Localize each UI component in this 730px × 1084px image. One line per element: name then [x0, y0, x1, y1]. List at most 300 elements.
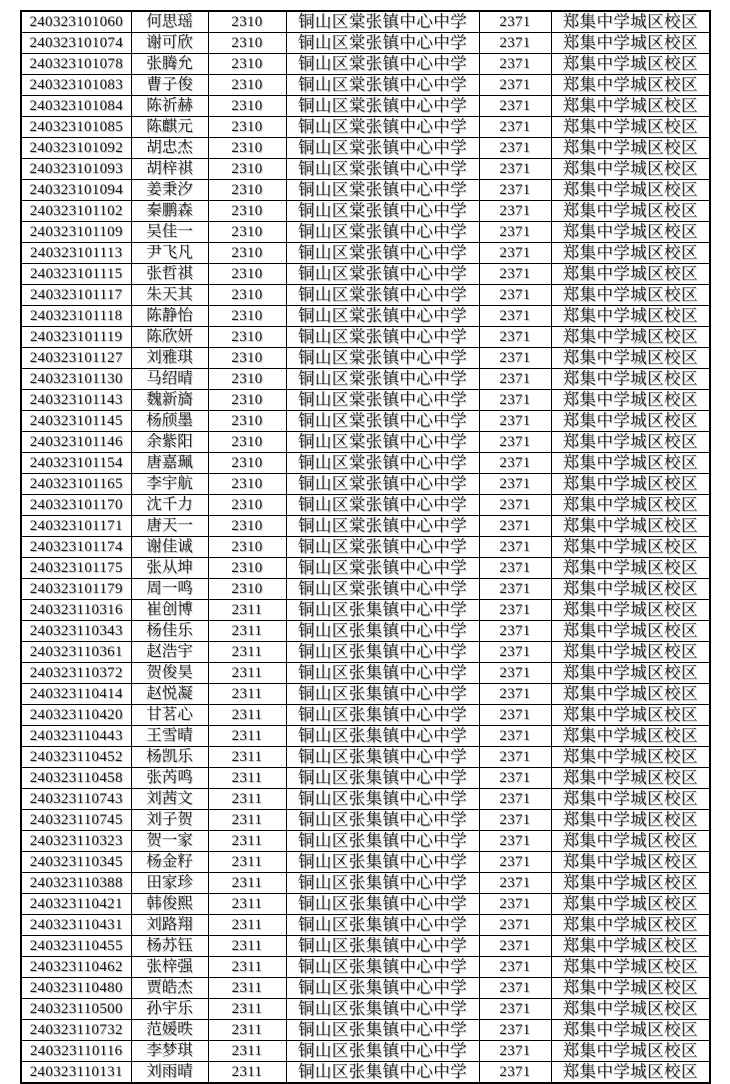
campus-cell: 郑集中学城区校区 — [551, 915, 710, 936]
exam-id-cell: 240323110431 — [21, 915, 131, 936]
student-name-cell: 刘路翔 — [131, 915, 208, 936]
table-row — [21, 768, 710, 789]
table-row — [21, 1020, 710, 1041]
campus-cell: 郑集中学城区校区 — [551, 810, 710, 831]
exam-id-cell: 240323101083 — [21, 75, 131, 96]
school-name-cell: 铜山区张集镇中心中学 — [286, 663, 479, 684]
school-code-cell: 2311 — [208, 789, 286, 810]
school-code-cell: 2310 — [208, 432, 286, 453]
student-name-cell: 陈静怡 — [131, 306, 208, 327]
school-name-cell: 铜山区张集镇中心中学 — [286, 810, 479, 831]
table-row — [21, 11, 710, 33]
table-row — [21, 831, 710, 852]
school-code-cell: 2311 — [208, 873, 286, 894]
assign-code-cell: 2371 — [479, 537, 551, 558]
exam-id-cell: 240323110345 — [21, 852, 131, 873]
school-code-cell: 2310 — [208, 285, 286, 306]
assign-code-cell: 2371 — [479, 33, 551, 54]
table-row — [21, 306, 710, 327]
student-name-cell: 张腾允 — [131, 54, 208, 75]
campus-cell: 郑集中学城区校区 — [551, 957, 710, 978]
student-name-cell: 胡忠杰 — [131, 138, 208, 159]
table-row — [21, 579, 710, 600]
assign-code-cell: 2371 — [479, 306, 551, 327]
school-name-cell: 铜山区棠张镇中心中学 — [286, 285, 479, 306]
campus-cell: 郑集中学城区校区 — [551, 579, 710, 600]
campus-cell: 郑集中学城区校区 — [551, 705, 710, 726]
campus-cell: 郑集中学城区校区 — [551, 894, 710, 915]
school-code-cell: 2310 — [208, 327, 286, 348]
school-code-cell: 2311 — [208, 852, 286, 873]
student-name-cell: 秦鹏森 — [131, 201, 208, 222]
assign-code-cell: 2371 — [479, 789, 551, 810]
exam-id-cell: 240323110455 — [21, 936, 131, 957]
school-name-cell: 铜山区张集镇中心中学 — [286, 768, 479, 789]
assign-code-cell: 2371 — [479, 222, 551, 243]
school-code-cell: 2311 — [208, 1020, 286, 1041]
assign-code-cell: 2371 — [479, 621, 551, 642]
assign-code-cell: 2371 — [479, 726, 551, 747]
table-row — [21, 264, 710, 285]
student-name-cell: 王雪晴 — [131, 726, 208, 747]
assign-code-cell: 2371 — [479, 831, 551, 852]
campus-cell: 郑集中学城区校区 — [551, 306, 710, 327]
school-code-cell: 2311 — [208, 1062, 286, 1084]
school-code-cell: 2310 — [208, 54, 286, 75]
exam-id-cell: 240323101165 — [21, 474, 131, 495]
student-name-cell: 谢佳诚 — [131, 537, 208, 558]
campus-cell: 郑集中学城区校区 — [551, 789, 710, 810]
table-row — [21, 957, 710, 978]
school-code-cell: 2310 — [208, 306, 286, 327]
school-code-cell: 2311 — [208, 936, 286, 957]
table-row — [21, 222, 710, 243]
school-code-cell: 2310 — [208, 348, 286, 369]
assign-code-cell: 2371 — [479, 96, 551, 117]
table-row — [21, 348, 710, 369]
exam-id-cell: 240323101154 — [21, 453, 131, 474]
campus-cell: 郑集中学城区校区 — [551, 285, 710, 306]
assign-code-cell: 2371 — [479, 1020, 551, 1041]
school-name-cell: 铜山区张集镇中心中学 — [286, 684, 479, 705]
table-row — [21, 537, 710, 558]
student-name-cell: 陈祈赫 — [131, 96, 208, 117]
school-name-cell: 铜山区张集镇中心中学 — [286, 852, 479, 873]
table-row — [21, 999, 710, 1020]
campus-cell: 郑集中学城区校区 — [551, 243, 710, 264]
assign-code-cell: 2371 — [479, 390, 551, 411]
table-row — [21, 642, 710, 663]
table-row — [21, 600, 710, 621]
exam-id-cell: 240323110361 — [21, 642, 131, 663]
assign-code-cell: 2371 — [479, 432, 551, 453]
campus-cell: 郑集中学城区校区 — [551, 33, 710, 54]
school-name-cell: 铜山区棠张镇中心中学 — [286, 264, 479, 285]
table-row — [21, 243, 710, 264]
exam-id-cell: 240323110388 — [21, 873, 131, 894]
assign-code-cell: 2371 — [479, 768, 551, 789]
student-name-cell: 杨金籽 — [131, 852, 208, 873]
campus-cell: 郑集中学城区校区 — [551, 432, 710, 453]
student-name-cell: 甘茗心 — [131, 705, 208, 726]
exam-id-cell: 240323101092 — [21, 138, 131, 159]
student-name-cell: 张从坤 — [131, 558, 208, 579]
assign-code-cell: 2371 — [479, 474, 551, 495]
student-name-cell: 姜秉汐 — [131, 180, 208, 201]
student-name-cell: 魏新旖 — [131, 390, 208, 411]
school-code-cell: 2310 — [208, 138, 286, 159]
student-name-cell: 余紫阳 — [131, 432, 208, 453]
exam-id-cell: 240323101119 — [21, 327, 131, 348]
school-code-cell: 2310 — [208, 243, 286, 264]
campus-cell: 郑集中学城区校区 — [551, 663, 710, 684]
school-name-cell: 铜山区张集镇中心中学 — [286, 789, 479, 810]
table-row — [21, 873, 710, 894]
assign-code-cell: 2371 — [479, 54, 551, 75]
table-row — [21, 201, 710, 222]
table-row — [21, 894, 710, 915]
campus-cell: 郑集中学城区校区 — [551, 390, 710, 411]
school-name-cell: 铜山区棠张镇中心中学 — [286, 54, 479, 75]
school-code-cell: 2310 — [208, 159, 286, 180]
school-name-cell: 铜山区张集镇中心中学 — [286, 747, 479, 768]
school-code-cell: 2310 — [208, 264, 286, 285]
student-name-cell: 范媛昳 — [131, 1020, 208, 1041]
school-name-cell: 铜山区张集镇中心中学 — [286, 1020, 479, 1041]
exam-id-cell: 240323101179 — [21, 579, 131, 600]
assign-code-cell: 2371 — [479, 180, 551, 201]
assign-code-cell: 2371 — [479, 558, 551, 579]
assign-code-cell: 2371 — [479, 159, 551, 180]
campus-cell: 郑集中学城区校区 — [551, 1020, 710, 1041]
campus-cell: 郑集中学城区校区 — [551, 726, 710, 747]
school-name-cell: 铜山区棠张镇中心中学 — [286, 96, 479, 117]
student-name-cell: 唐嘉珮 — [131, 453, 208, 474]
assign-code-cell: 2371 — [479, 1062, 551, 1084]
campus-cell: 郑集中学城区校区 — [551, 936, 710, 957]
exam-id-cell: 240323110421 — [21, 894, 131, 915]
school-name-cell: 铜山区棠张镇中心中学 — [286, 180, 479, 201]
assign-code-cell: 2371 — [479, 285, 551, 306]
assign-code-cell: 2371 — [479, 936, 551, 957]
student-name-cell: 唐天一 — [131, 516, 208, 537]
campus-cell: 郑集中学城区校区 — [551, 978, 710, 999]
school-code-cell: 2310 — [208, 33, 286, 54]
school-code-cell: 2311 — [208, 978, 286, 999]
exam-id-cell: 240323101102 — [21, 201, 131, 222]
campus-cell: 郑集中学城区校区 — [551, 642, 710, 663]
exam-id-cell: 240323101109 — [21, 222, 131, 243]
school-name-cell: 铜山区棠张镇中心中学 — [286, 117, 479, 138]
exam-id-cell: 240323101060 — [21, 11, 131, 33]
school-name-cell: 铜山区棠张镇中心中学 — [286, 390, 479, 411]
school-name-cell: 铜山区张集镇中心中学 — [286, 1062, 479, 1084]
table-row — [21, 180, 710, 201]
assign-code-cell: 2371 — [479, 642, 551, 663]
exam-id-cell: 240323101145 — [21, 411, 131, 432]
exam-id-cell: 240323101174 — [21, 537, 131, 558]
student-name-cell: 尹飞凡 — [131, 243, 208, 264]
school-code-cell: 2310 — [208, 495, 286, 516]
school-name-cell: 铜山区张集镇中心中学 — [286, 831, 479, 852]
assign-code-cell: 2371 — [479, 894, 551, 915]
table-row — [21, 453, 710, 474]
campus-cell: 郑集中学城区校区 — [551, 117, 710, 138]
exam-id-cell: 240323110116 — [21, 1041, 131, 1062]
campus-cell: 郑集中学城区校区 — [551, 684, 710, 705]
school-code-cell: 2310 — [208, 453, 286, 474]
exam-id-cell: 240323110462 — [21, 957, 131, 978]
assign-code-cell: 2371 — [479, 852, 551, 873]
exam-id-cell: 240323110372 — [21, 663, 131, 684]
student-name-cell: 杨凯乐 — [131, 747, 208, 768]
assign-code-cell: 2371 — [479, 579, 551, 600]
assign-code-cell: 2371 — [479, 957, 551, 978]
exam-id-cell: 240323110480 — [21, 978, 131, 999]
campus-cell: 郑集中学城区校区 — [551, 1041, 710, 1062]
school-name-cell: 铜山区棠张镇中心中学 — [286, 432, 479, 453]
school-name-cell: 铜山区棠张镇中心中学 — [286, 369, 479, 390]
table-row — [21, 96, 710, 117]
campus-cell: 郑集中学城区校区 — [551, 327, 710, 348]
assign-code-cell: 2371 — [479, 600, 551, 621]
student-name-cell: 沈千力 — [131, 495, 208, 516]
school-code-cell: 2311 — [208, 684, 286, 705]
assign-code-cell: 2371 — [479, 11, 551, 33]
school-name-cell: 铜山区张集镇中心中学 — [286, 978, 479, 999]
student-name-cell: 张梓强 — [131, 957, 208, 978]
school-name-cell: 铜山区棠张镇中心中学 — [286, 348, 479, 369]
school-code-cell: 2311 — [208, 642, 286, 663]
exam-id-cell: 240323110745 — [21, 810, 131, 831]
school-code-cell: 2311 — [208, 663, 286, 684]
campus-cell: 郑集中学城区校区 — [551, 453, 710, 474]
school-code-cell: 2310 — [208, 579, 286, 600]
student-name-cell: 何思瑶 — [131, 11, 208, 33]
campus-cell: 郑集中学城区校区 — [551, 348, 710, 369]
assign-code-cell: 2371 — [479, 705, 551, 726]
student-name-cell: 张哲祺 — [131, 264, 208, 285]
campus-cell: 郑集中学城区校区 — [551, 11, 710, 33]
assign-code-cell: 2371 — [479, 243, 551, 264]
student-name-cell: 刘雅琪 — [131, 348, 208, 369]
exam-id-cell: 240323110443 — [21, 726, 131, 747]
exam-id-cell: 240323110323 — [21, 831, 131, 852]
campus-cell: 郑集中学城区校区 — [551, 1062, 710, 1084]
school-name-cell: 铜山区棠张镇中心中学 — [286, 201, 479, 222]
school-code-cell: 2311 — [208, 915, 286, 936]
exam-id-cell: 240323101115 — [21, 264, 131, 285]
table-row — [21, 516, 710, 537]
school-code-cell: 2311 — [208, 621, 286, 642]
campus-cell: 郑集中学城区校区 — [551, 474, 710, 495]
exam-id-cell: 240323101146 — [21, 432, 131, 453]
student-name-cell: 杨颀墨 — [131, 411, 208, 432]
table-row — [21, 285, 710, 306]
school-code-cell: 2311 — [208, 831, 286, 852]
campus-cell: 郑集中学城区校区 — [551, 180, 710, 201]
school-name-cell: 铜山区张集镇中心中学 — [286, 600, 479, 621]
exam-id-cell: 240323101078 — [21, 54, 131, 75]
school-name-cell: 铜山区棠张镇中心中学 — [286, 33, 479, 54]
campus-cell: 郑集中学城区校区 — [551, 201, 710, 222]
table-row — [21, 474, 710, 495]
exam-id-cell: 240323101118 — [21, 306, 131, 327]
table-row — [21, 432, 710, 453]
campus-cell: 郑集中学城区校区 — [551, 264, 710, 285]
campus-cell: 郑集中学城区校区 — [551, 768, 710, 789]
school-code-cell: 2310 — [208, 369, 286, 390]
table-row — [21, 789, 710, 810]
assign-code-cell: 2371 — [479, 873, 551, 894]
school-code-cell: 2311 — [208, 768, 286, 789]
table-row — [21, 327, 710, 348]
student-name-cell: 赵悦凝 — [131, 684, 208, 705]
campus-cell: 郑集中学城区校区 — [551, 747, 710, 768]
school-name-cell: 铜山区张集镇中心中学 — [286, 915, 479, 936]
school-code-cell: 2311 — [208, 999, 286, 1020]
table-row — [21, 390, 710, 411]
school-code-cell: 2311 — [208, 1041, 286, 1062]
exam-id-cell: 240323110343 — [21, 621, 131, 642]
school-code-cell: 2310 — [208, 474, 286, 495]
assign-code-cell: 2371 — [479, 75, 551, 96]
school-name-cell: 铜山区张集镇中心中学 — [286, 642, 479, 663]
exam-id-cell: 240323101130 — [21, 369, 131, 390]
school-code-cell: 2310 — [208, 537, 286, 558]
table-row — [21, 852, 710, 873]
school-code-cell: 2310 — [208, 558, 286, 579]
assign-code-cell: 2371 — [479, 117, 551, 138]
student-name-cell: 张芮鸣 — [131, 768, 208, 789]
student-name-cell: 刘子贺 — [131, 810, 208, 831]
student-name-cell: 贺一家 — [131, 831, 208, 852]
student-name-cell: 李宇航 — [131, 474, 208, 495]
school-name-cell: 铜山区棠张镇中心中学 — [286, 516, 479, 537]
exam-id-cell: 240323101127 — [21, 348, 131, 369]
student-name-cell: 谢可欣 — [131, 33, 208, 54]
campus-cell: 郑集中学城区校区 — [551, 537, 710, 558]
school-name-cell: 铜山区张集镇中心中学 — [286, 957, 479, 978]
exam-id-cell: 240323110500 — [21, 999, 131, 1020]
table-row — [21, 369, 710, 390]
table-row — [21, 936, 710, 957]
campus-cell: 郑集中学城区校区 — [551, 999, 710, 1020]
school-name-cell: 铜山区棠张镇中心中学 — [286, 75, 479, 96]
table-row — [21, 117, 710, 138]
assign-code-cell: 2371 — [479, 663, 551, 684]
table-row — [21, 726, 710, 747]
assign-code-cell: 2371 — [479, 264, 551, 285]
table-row — [21, 663, 710, 684]
exam-id-cell: 240323101074 — [21, 33, 131, 54]
exam-id-cell: 240323110131 — [21, 1062, 131, 1084]
table-row — [21, 411, 710, 432]
exam-id-cell: 240323110743 — [21, 789, 131, 810]
campus-cell: 郑集中学城区校区 — [551, 159, 710, 180]
campus-cell: 郑集中学城区校区 — [551, 852, 710, 873]
campus-cell: 郑集中学城区校区 — [551, 558, 710, 579]
exam-id-cell: 240323110732 — [21, 1020, 131, 1041]
campus-cell: 郑集中学城区校区 — [551, 222, 710, 243]
school-code-cell: 2311 — [208, 957, 286, 978]
assign-code-cell: 2371 — [479, 348, 551, 369]
school-name-cell: 铜山区张集镇中心中学 — [286, 873, 479, 894]
school-name-cell: 铜山区张集镇中心中学 — [286, 999, 479, 1020]
school-name-cell: 铜山区棠张镇中心中学 — [286, 495, 479, 516]
student-name-cell: 李梦琪 — [131, 1041, 208, 1062]
exam-id-cell: 240323101143 — [21, 390, 131, 411]
exam-id-cell: 240323110458 — [21, 768, 131, 789]
assign-code-cell: 2371 — [479, 327, 551, 348]
assign-code-cell: 2371 — [479, 516, 551, 537]
exam-id-cell: 240323110316 — [21, 600, 131, 621]
student-name-cell: 朱天其 — [131, 285, 208, 306]
student-name-cell: 贺俊昊 — [131, 663, 208, 684]
student-name-cell: 崔创博 — [131, 600, 208, 621]
campus-cell: 郑集中学城区校区 — [551, 411, 710, 432]
campus-cell: 郑集中学城区校区 — [551, 600, 710, 621]
table-body — [21, 11, 710, 1083]
table-row — [21, 705, 710, 726]
student-name-cell: 韩俊熙 — [131, 894, 208, 915]
school-name-cell: 铜山区棠张镇中心中学 — [286, 411, 479, 432]
student-name-cell: 胡梓祺 — [131, 159, 208, 180]
school-code-cell: 2310 — [208, 180, 286, 201]
assign-code-cell: 2371 — [479, 411, 551, 432]
school-name-cell: 铜山区棠张镇中心中学 — [286, 222, 479, 243]
exam-id-cell: 240323110452 — [21, 747, 131, 768]
exam-id-cell: 240323101117 — [21, 285, 131, 306]
exam-id-cell: 240323101170 — [21, 495, 131, 516]
school-code-cell: 2311 — [208, 894, 286, 915]
school-code-cell: 2310 — [208, 11, 286, 33]
student-name-cell: 刘雨晴 — [131, 1062, 208, 1084]
school-name-cell: 铜山区棠张镇中心中学 — [286, 243, 479, 264]
exam-id-cell: 240323110420 — [21, 705, 131, 726]
campus-cell: 郑集中学城区校区 — [551, 621, 710, 642]
table-row — [21, 978, 710, 999]
table-row — [21, 495, 710, 516]
campus-cell: 郑集中学城区校区 — [551, 516, 710, 537]
school-code-cell: 2311 — [208, 726, 286, 747]
table-row — [21, 558, 710, 579]
school-code-cell: 2311 — [208, 600, 286, 621]
student-name-cell: 曹子俊 — [131, 75, 208, 96]
school-code-cell: 2310 — [208, 201, 286, 222]
school-name-cell: 铜山区棠张镇中心中学 — [286, 138, 479, 159]
student-name-cell: 周一鸣 — [131, 579, 208, 600]
assign-code-cell: 2371 — [479, 978, 551, 999]
school-name-cell: 铜山区棠张镇中心中学 — [286, 11, 479, 33]
school-name-cell: 铜山区张集镇中心中学 — [286, 726, 479, 747]
exam-id-cell: 240323101084 — [21, 96, 131, 117]
table-row — [21, 33, 710, 54]
student-name-cell: 孙宇乐 — [131, 999, 208, 1020]
student-name-cell: 陈欣妍 — [131, 327, 208, 348]
campus-cell: 郑集中学城区校区 — [551, 96, 710, 117]
exam-id-cell: 240323101094 — [21, 180, 131, 201]
school-code-cell: 2311 — [208, 747, 286, 768]
exam-id-cell: 240323101171 — [21, 516, 131, 537]
assign-code-cell: 2371 — [479, 915, 551, 936]
school-name-cell: 铜山区棠张镇中心中学 — [286, 579, 479, 600]
school-code-cell: 2310 — [208, 117, 286, 138]
student-assignment-table — [20, 10, 711, 1084]
assign-code-cell: 2371 — [479, 684, 551, 705]
assign-code-cell: 2371 — [479, 201, 551, 222]
school-code-cell: 2310 — [208, 75, 286, 96]
